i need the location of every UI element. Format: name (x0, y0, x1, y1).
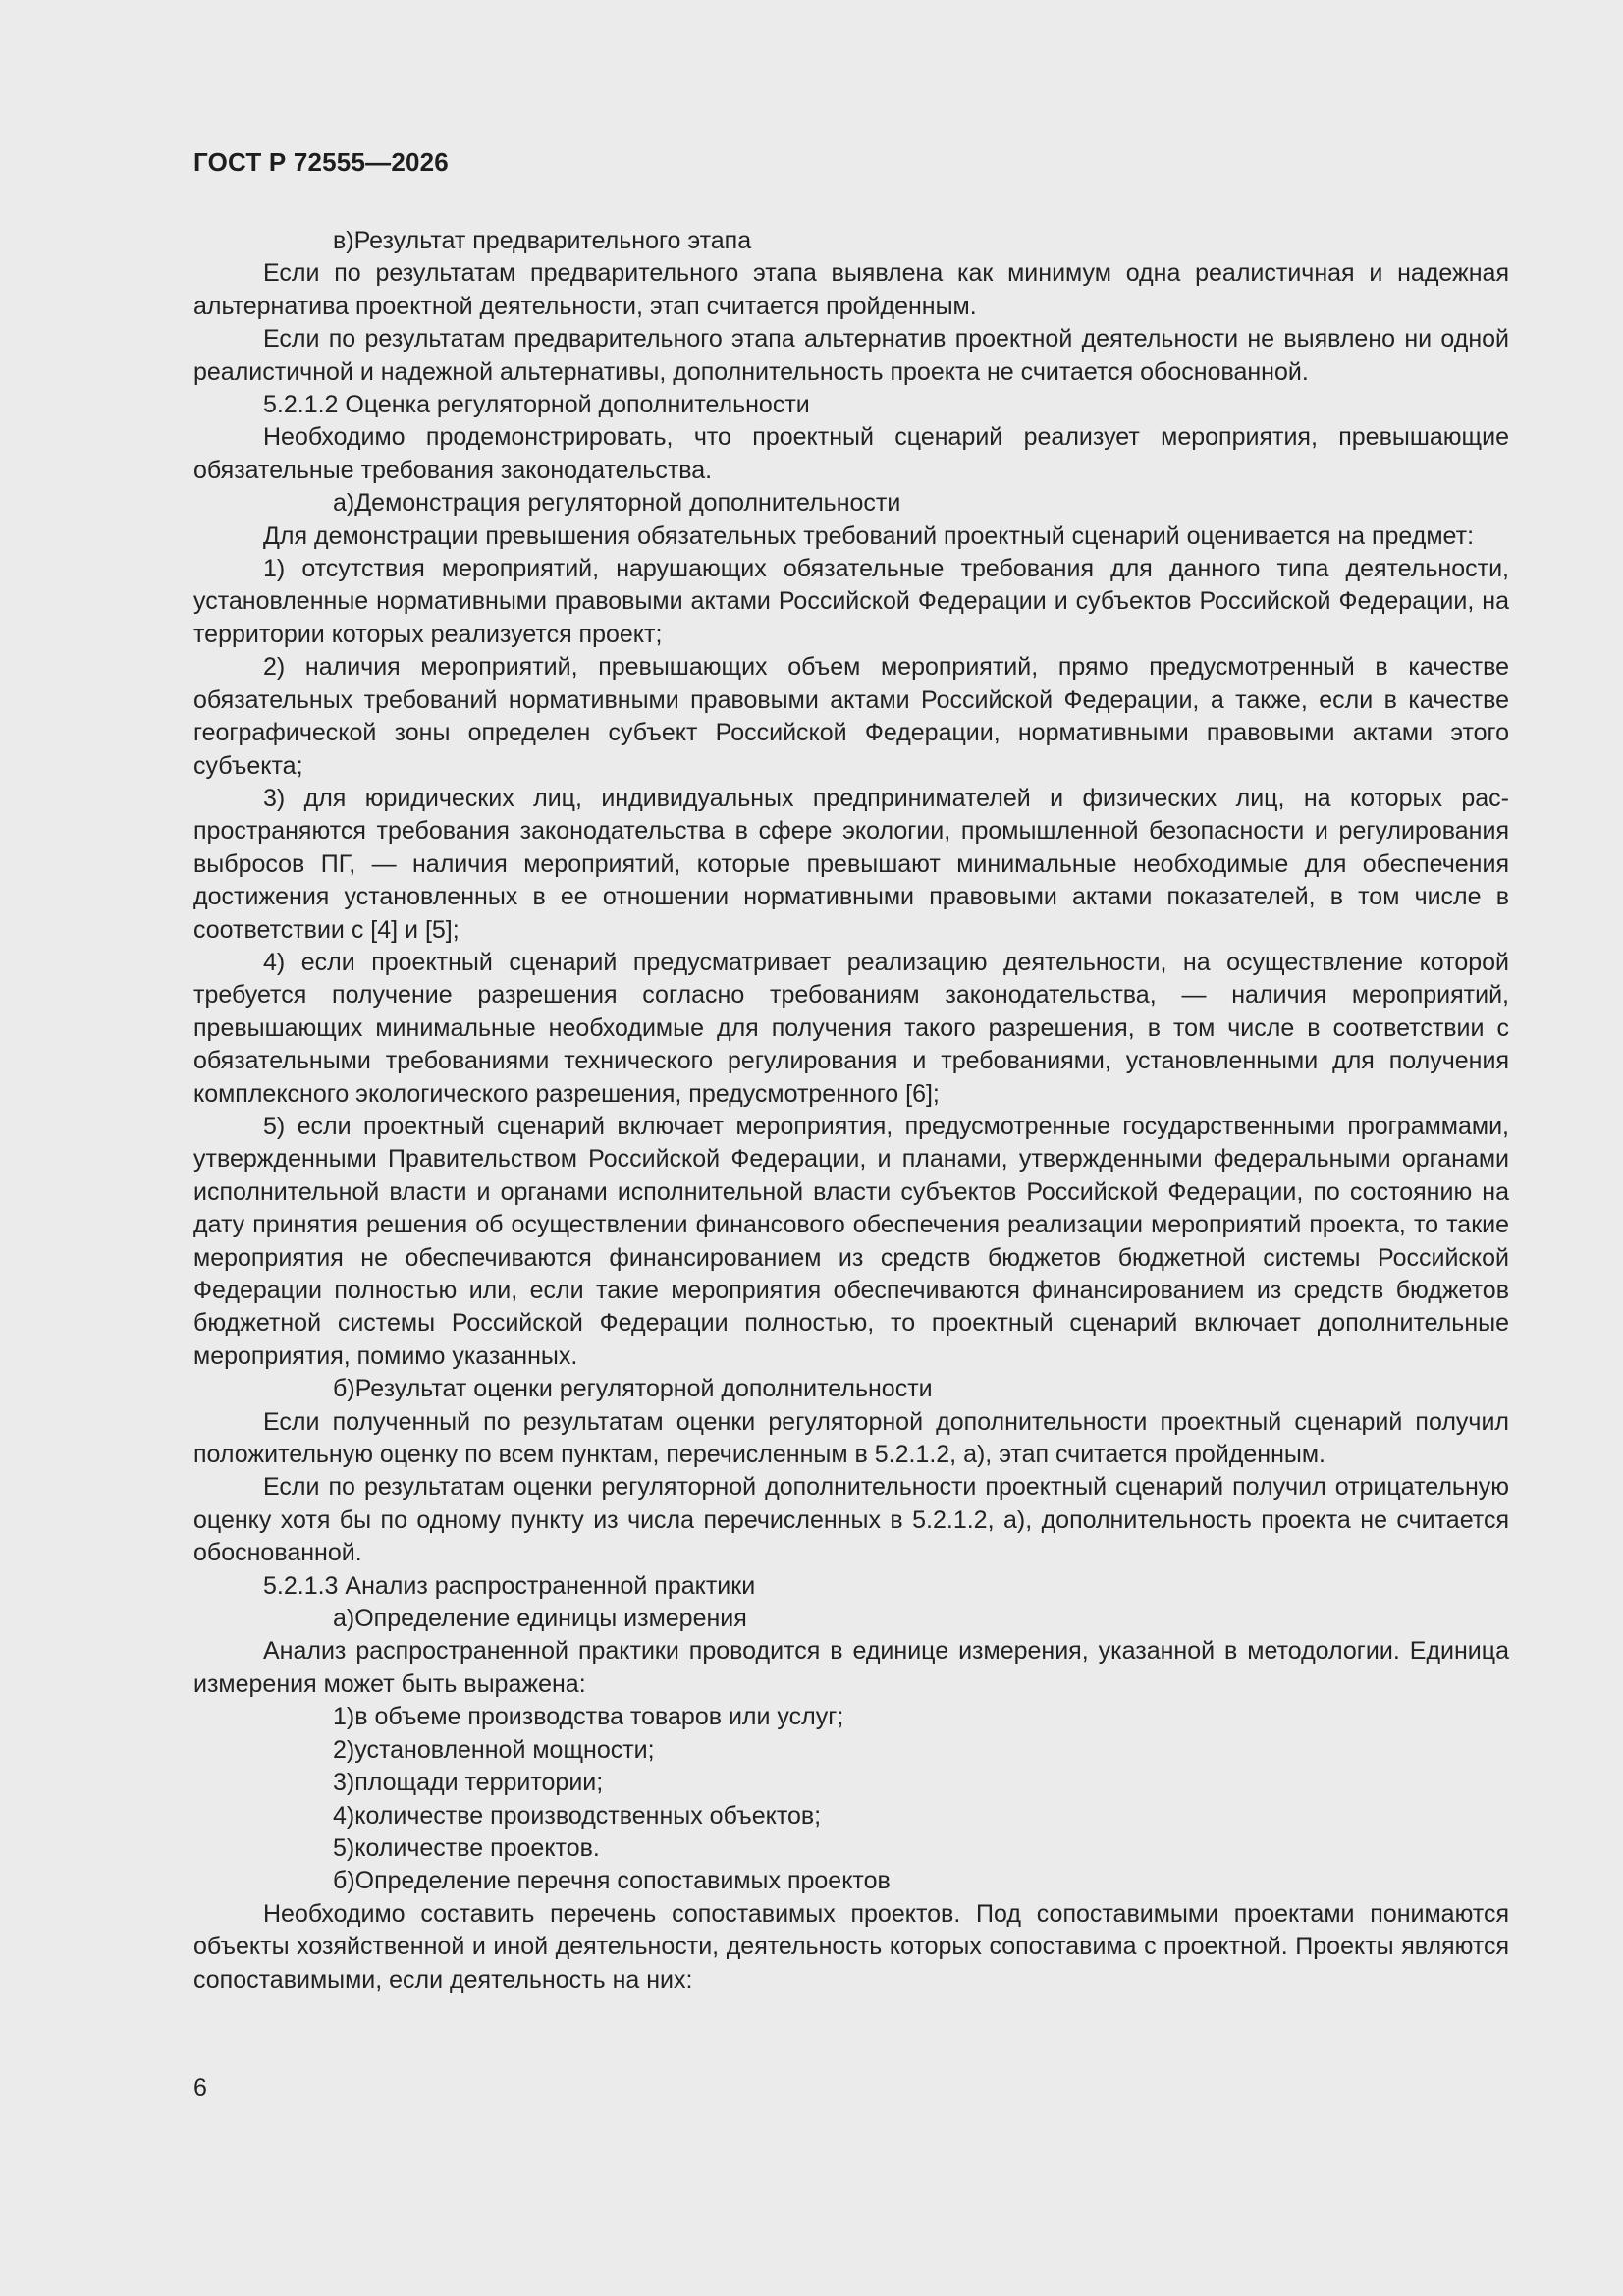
list-item-marker: б) (333, 1867, 355, 1895)
paragraph: 5.2.1.3 Анализ распространенной практики (263, 1571, 756, 1600)
list-item (193, 1865, 1509, 1897)
paragraph: Если по результатам предварительного этапа выявлена как минимум одна реалистичная и надежная альтернатива проектной деятельности, этап считается пройденным. (193, 259, 1509, 320)
paragraph: Если по результатам оценки регуляторной дополнительности проектный сценарий получил отрицательную оценку хотя бы по одному пункту из числа перечисленных в 5.2.1.2, а), дополнительность проекта не считается обоснованной. (193, 1473, 1509, 1567)
list-item (193, 1603, 1509, 1635)
list-item (193, 1767, 1509, 1799)
paragraph: Если по результатам предварительного этапа альтернатив проектной деятельности не выявлено ни одной реалистичной и надежной альтернативы, дополнительность проекта не считается обоснованной. (193, 325, 1509, 386)
list-item-marker: б) (333, 1375, 355, 1403)
list-item-marker: в) (333, 227, 354, 254)
paragraph: 2) наличия мероприятий, превышающих объем мероприятий, прямо предусмотренный в качестве обязательных требований нормативными правовыми актами Российской Федерации, а также, если в качестве географической зоны определен субъект Российской Федерации, нормативными правовыми актами этого субъекта; (193, 653, 1509, 780)
list-item-marker: 1) (333, 1703, 355, 1731)
paragraph: Если полученный по результатам оценки регуляторной дополнительности проектный сценарий получил положительную оценку по всем пунктам, перечисленным в 5.2.1.2, а), этап считается пройденным. (193, 1407, 1509, 1469)
list-item (193, 1373, 1509, 1405)
list-item (193, 487, 1509, 519)
paragraph: Анализ распространенной практики проводится в единице измерения, указанной в методологии. Единица измерения может быть выражена: (193, 1637, 1509, 1698)
list-item-marker: а) (333, 1605, 355, 1633)
paragraph: 5.2.1.2 Оценка регуляторной дополнительности (263, 391, 810, 419)
paragraph: 5) если проектный сценарий включает мероприятия, предусмотренные государственными программами, утвержденными Правительством Российской Федерации, и планами, утвержденными федеральными органами исполнительной власти и органами исполнительной власти субъектов Российской Федерации, по состоянию на дату принятия решения об осуществлении финансового обеспечения реализации мероприятий проекта, то такие мероприятия не обеспечиваются финансированием из средств бюджетов бюджетной системы Российской Федерации полностью или, если такие мероприятия обеспечиваются финансированием из средств бюджетов бюджетной системы Российской Федерации полностью, то проектный сценарий включает дополнительные мероприятия, помимо указанных. (193, 1112, 1509, 1370)
page-number: 6 (193, 2074, 207, 2102)
paragraph: Необходимо продемонстрировать, что проектный сценарий реализует мероприятия, превышающие обязательные требования законодательства. (193, 423, 1509, 484)
list-item-marker: а) (333, 489, 355, 518)
list-item-text: установленной мощности; (354, 1735, 655, 1764)
list-item-marker: 4) (333, 1801, 355, 1830)
paragraph: 4) если проектный сценарий предусматривает реализацию деятельности, на осуществление которой требуется получение разрешения согласно требованиям законодательства, — наличия мероприятий, превышающих минимальные необходимые для получения такого разрешения, в том числе в соответствии с обязательными требованиями технического регулирования и требованиями, установленными для получения комплексного экологического разрешения, предусмотренного [6]; (193, 948, 1509, 1108)
paragraph: Для демонстрации превышения обязательных требований проектный сценарий оценивается на предмет: (263, 521, 1475, 550)
list-item (193, 225, 1509, 257)
list-item-marker: 3) (333, 1769, 355, 1797)
list-item (193, 1832, 1509, 1865)
list-item (193, 1800, 1509, 1832)
list-item-text: Демонстрация регуляторной дополнительности (354, 489, 901, 518)
list-item-text: площади территории; (354, 1769, 604, 1797)
list-item-text: количестве проектов. (354, 1833, 600, 1862)
list-item (193, 1701, 1509, 1733)
paragraph: Необходимо составить перечень сопоставимых проектов. Под сопоставимыми проектами понимаются объекты хозяйственной и иной деятельности, деятельность которых сопоставима с проектной. Проекты являются сопоставимыми, если деятельность на них: (193, 1899, 1509, 1994)
list-item-text: количестве производственных объектов; (354, 1801, 822, 1830)
list-item-text: Определение перечня сопоставимых проектов (354, 1867, 891, 1895)
list-item-text: Определение единицы измерения (354, 1605, 747, 1633)
paragraph: 1) отсутствия мероприятий, нарушающих обязательные требования для данного типа деятельности, установленные нормативными правовыми актами Российской Федерации и субъектов Российской Федерации, на территории которых реализуется проект; (193, 555, 1509, 648)
list-item-text: Результат предварительного этапа (353, 227, 752, 254)
list-item-marker: 2) (333, 1735, 355, 1764)
paragraph: 3) для юридических лиц, индивидуальных предпринимателей и физических лиц, на которых распространяются требования законодательства в сфере экологии, промышленной безопасности и регулирования выбросов ПГ, — наличия мероприятий, которые превышают минимальные необходимые для обеспечения достижения установленных в ее отношении нормативными правовыми актами показателей, в том числе в соответствии с [4] и [5]; (193, 784, 1509, 944)
document-header: ГОСТ Р 72555—2026 (193, 147, 449, 177)
list-item-text: в объеме производства товаров или услуг; (354, 1703, 844, 1731)
list-item (193, 1734, 1509, 1767)
document-body (193, 225, 1509, 1996)
list-item-text: Результат оценки регуляторной дополнительности (354, 1375, 933, 1403)
list-item-marker: 5) (333, 1833, 355, 1862)
